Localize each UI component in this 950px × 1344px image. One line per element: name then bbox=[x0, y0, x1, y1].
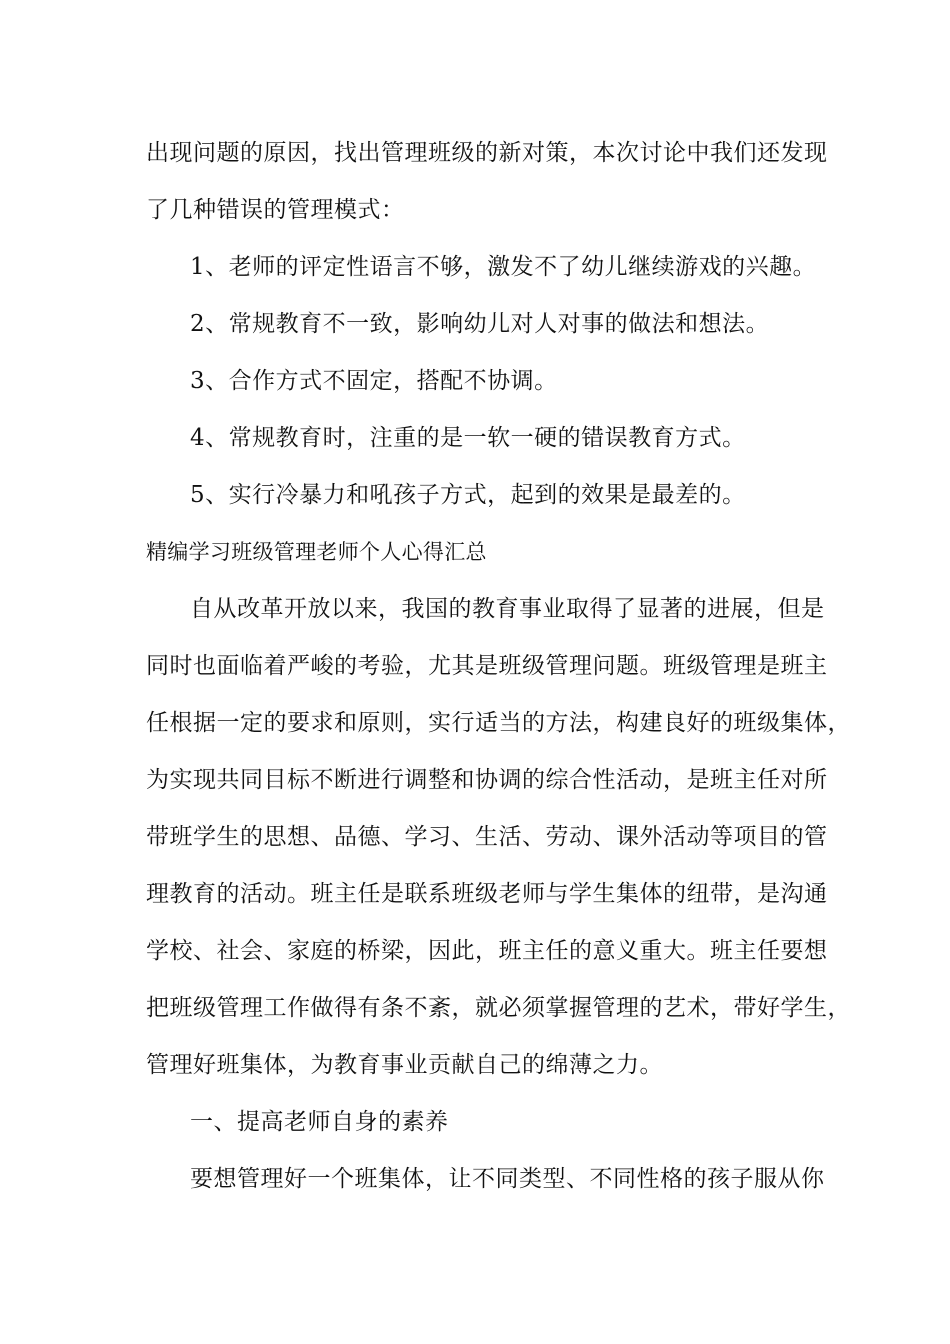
paragraph-line-3: 任根据一定的要求和原则，实行适当的方法，构建良好的班级集体， bbox=[146, 710, 851, 736]
section-title: 精编学习班级管理老师个人心得汇总 bbox=[146, 540, 487, 564]
list-item-2: 2、常规教育不一致，影响幼儿对人对事的做法和想法。 bbox=[190, 311, 770, 337]
last-line: 要想管理好一个班集体，让不同类型、不同性格的孩子服从你 bbox=[190, 1166, 825, 1192]
list-item-3: 3、合作方式不固定，搭配不协调。 bbox=[190, 368, 558, 394]
intro-line-2: 了几种错误的管理模式： bbox=[146, 197, 405, 223]
paragraph-line-6: 理教育的活动。班主任是联系班级老师与学生集体的纽带，是沟通 bbox=[146, 881, 828, 907]
paragraph-line-2: 同时也面临着严峻的考验，尤其是班级管理问题。班级管理是班主 bbox=[146, 653, 828, 679]
paragraph-line-7: 学校、社会、家庭的桥梁，因此，班主任的意义重大。班主任要想 bbox=[146, 938, 828, 964]
intro-line-1: 出现问题的原因，找出管理班级的新对策，本次讨论中我们还发现 bbox=[146, 140, 828, 166]
paragraph-line-5: 带班学生的思想、品德、学习、生活、劳动、课外活动等项目的管 bbox=[146, 824, 828, 850]
paragraph-line-4: 为实现共同目标不断进行调整和协调的综合性活动，是班主任对所 bbox=[146, 767, 828, 793]
subheading: 一、提高老师自身的素养 bbox=[190, 1109, 449, 1135]
paragraph-line-9: 管理好班集体，为教育事业贡献自己的绵薄之力。 bbox=[146, 1052, 663, 1078]
list-item-4: 4、常规教育时，注重的是一软一硬的错误教育方式。 bbox=[190, 425, 746, 451]
paragraph-line-8: 把班级管理工作做得有条不紊，就必须掌握管理的艺术，带好学生， bbox=[146, 995, 851, 1021]
list-item-1: 1、老师的评定性语言不够，激发不了幼儿继续游戏的兴趣。 bbox=[190, 254, 817, 280]
paragraph-line-1: 自从改革开放以来，我国的教育事业取得了显著的进展，但是 bbox=[190, 596, 825, 622]
list-item-5: 5、实行冷暴力和吼孩子方式，起到的效果是最差的。 bbox=[190, 482, 746, 508]
